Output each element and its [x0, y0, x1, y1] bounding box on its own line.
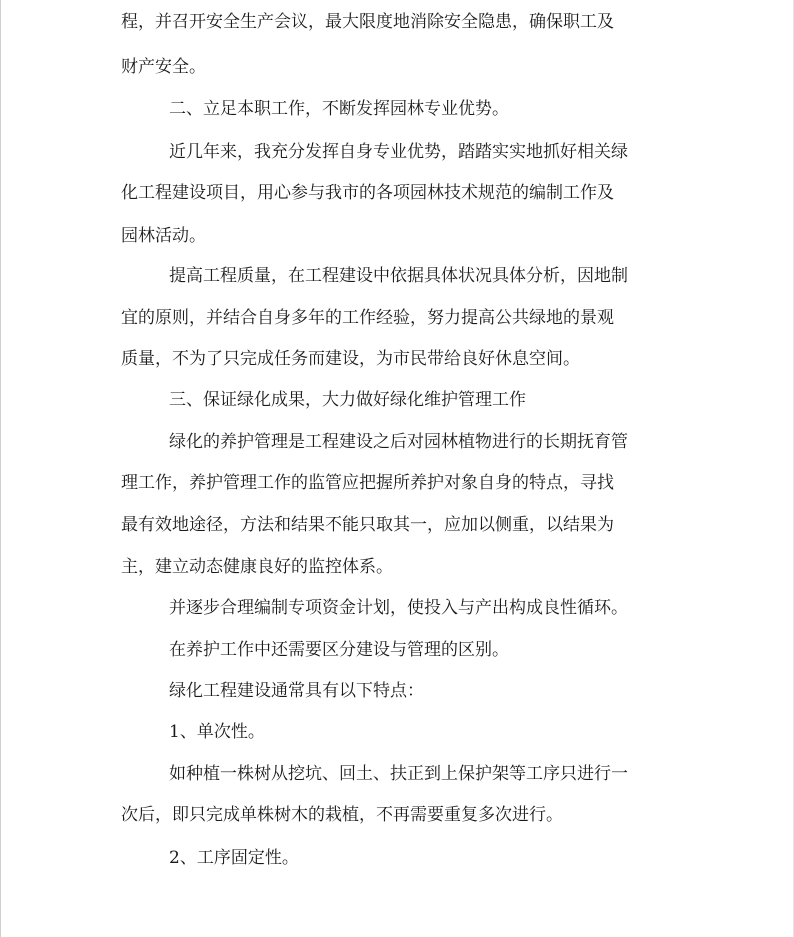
body-line: 次后，即只完成单株树木的栽植，不再需要重复多次进行。 — [121, 805, 563, 825]
body-line: 质量，不为了只完成任务而建设，为市民带给良好休息空间。 — [121, 349, 580, 369]
body-line: 财产安全。 — [121, 57, 206, 77]
body-line: 程，并召开安全生产会议，最大限度地消除安全隐患，确保职工及 — [121, 12, 614, 32]
body-line: 近几年来，我充分发挥自身专业优势，踏踏实实地抓好相关绿 — [169, 142, 628, 162]
body-line: 并逐步合理编制专项资金计划，使投入与产出构成良性循环。 — [169, 598, 628, 618]
section-heading: 二、立足本职工作，不断发挥园林专业优势。 — [169, 99, 509, 119]
body-line: 在养护工作中还需要区分建设与管理的区别。 — [169, 640, 509, 660]
body-line: 最有效地途径，方法和结果不能只取其一，应加以侧重，以结果为 — [121, 515, 614, 535]
body-line: 如种植一株树从挖坑、回土、扶正到上保护架等工序只进行一 — [169, 764, 628, 784]
body-line: 绿化工程建设通常具有以下特点： — [169, 681, 424, 701]
section-heading: 三、保证绿化成果，大力做好绿化维护管理工作 — [169, 390, 526, 410]
body-line: 化工程建设项目，用心参与我市的各项园林技术规范的编制工作及 — [121, 183, 614, 203]
list-item: 1、单次性。 — [169, 722, 265, 742]
body-line: 绿化的养护管理是工程建设之后对园林植物进行的长期抚育管 — [169, 432, 628, 452]
body-line: 理工作，养护管理工作的监管应把握所养护对象自身的特点，寻找 — [121, 473, 614, 493]
body-line: 园林活动。 — [121, 226, 206, 246]
body-line: 宜的原则，并结合自身多年的工作经验，努力提高公共绿地的景观 — [121, 308, 614, 328]
page-left-border — [0, 0, 1, 937]
list-item: 2、工序固定性。 — [169, 848, 299, 868]
body-line: 主，建立动态健康良好的监控体系。 — [121, 557, 393, 577]
body-line: 提高工程质量，在工程建设中依据具体状况具体分析，因地制 — [169, 266, 628, 286]
